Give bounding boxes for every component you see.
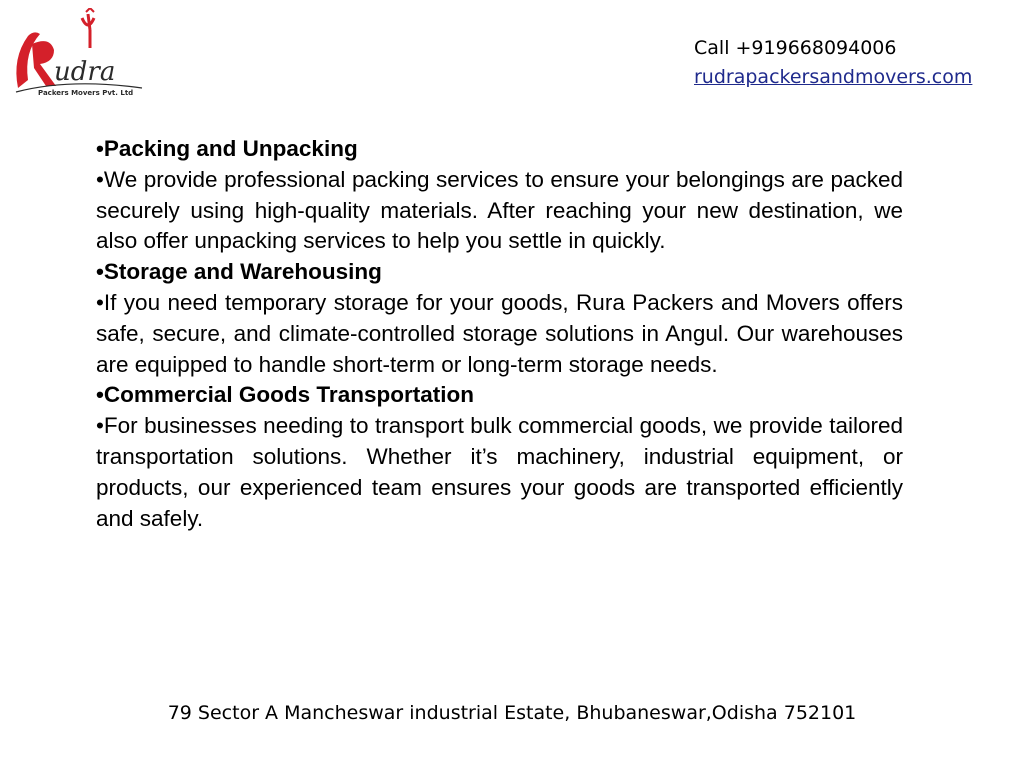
phone-number: Call +919668094006 bbox=[694, 37, 897, 59]
logo-brand-text: udra bbox=[54, 57, 116, 87]
website-link[interactable]: rudrapackersandmovers.com bbox=[694, 66, 973, 88]
section-body-commercial: •For businesses needing to transport bulk commercial goods, we provide tailored transportation solutions. Whether it’s machinery, industrial equipment, or products, our experienced team ensures your goods are transported efficiently and safely. bbox=[96, 413, 903, 531]
section-heading-commercial: •Commercial Goods Transportation bbox=[96, 382, 474, 408]
contact-block bbox=[694, 34, 972, 92]
section-heading-storage: •Storage and Warehousing bbox=[96, 259, 382, 285]
section-body-storage: •If you need temporary storage for your goods, Rura Packers and Movers offers safe, secure, and climate-controlled storage solutions in Angul. Our warehouses are equipped to handle short-term or long-term storage needs. bbox=[96, 289, 903, 377]
services-content bbox=[96, 134, 903, 534]
logo-tagline: Packers Movers Pvt. Ltd bbox=[38, 89, 134, 97]
section-heading-packing: •Packing and Unpacking bbox=[96, 136, 358, 161]
footer bbox=[0, 700, 1024, 726]
rudra-logo-graphic bbox=[10, 8, 150, 98]
company-logo bbox=[10, 8, 150, 98]
section-body-packing: •We provide professional packing services to ensure your belongings are packed securely using high-quality materials. After reaching your new destination, we also offer unpacking services to help you settle in quickly. bbox=[96, 166, 903, 254]
footer-address: 79 Sector A Mancheswar industrial Estate, Bhubaneswar,Odisha 752101 bbox=[167, 702, 857, 724]
